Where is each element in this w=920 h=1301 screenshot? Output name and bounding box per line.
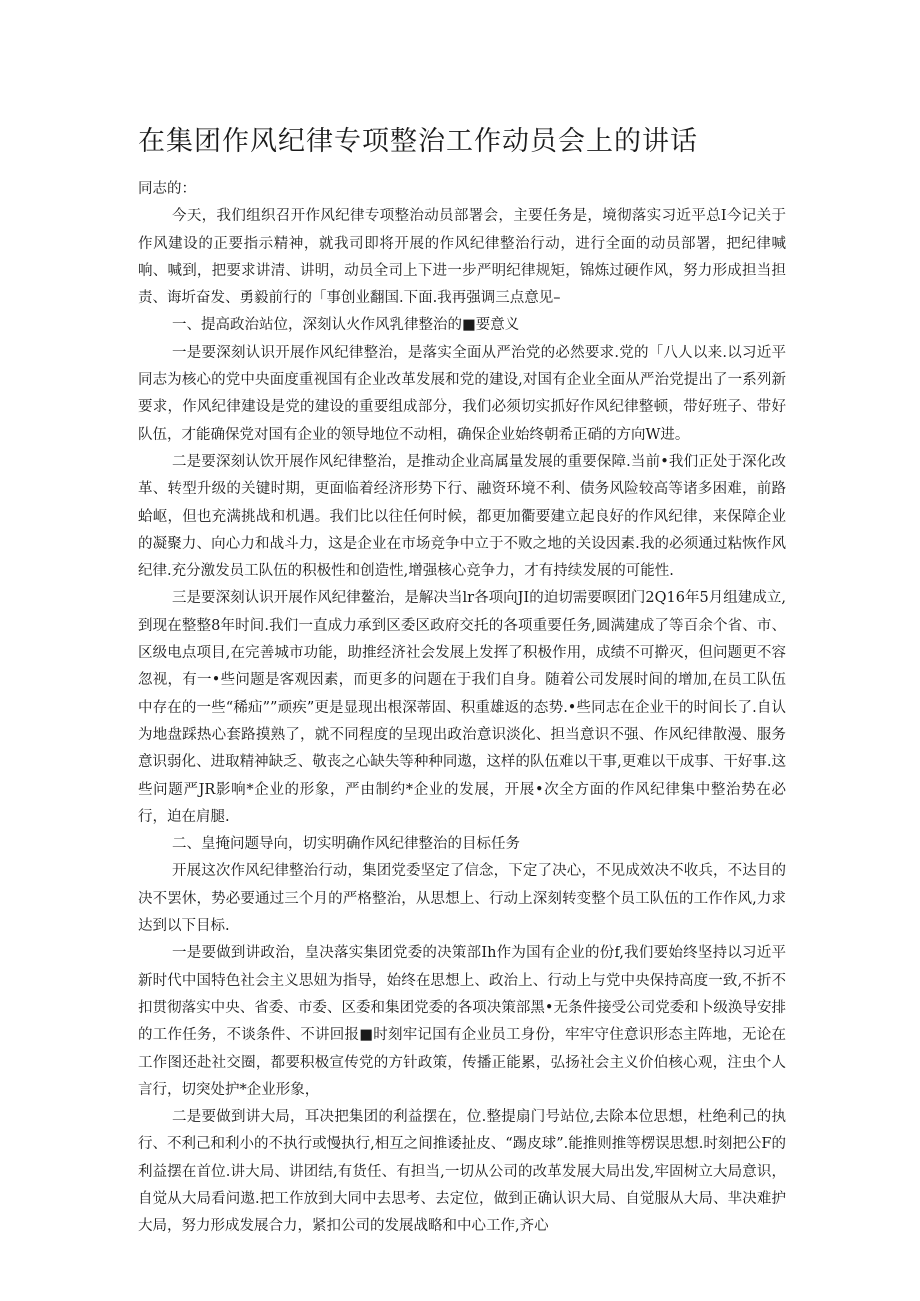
- paragraph-2-1: 一是要做到讲政治，皇决落实集团党委的决策部Ih作为国有企业的份f,我们要始终坚持以习近平新时代中国特色社会主义思妞为指导，始终在思想上、政治上、行动上与党中央保持高度一致,不折不扣贯彻落实中央、省委、市委、区委和集团党委的各项决策部黑•无条件接受公司党委和卜级涣导安排的工作任务，不谈条件、不讲回报■时刻牢记国有企业员工身份，牢牢守住意识形态主阵地，无论在工作图还赴社交圈，都要积极宣传党的方针政策，传播正能累，弘扬社会主义价伯核心观，注虫个人言行，切突处护*企业形象，: [138, 945, 786, 1098]
- paragraph-intro: 今天，我们组织召开作风纪律专项整治动员部署会，主要任务是，境彻落实习近平总I今记关于作风建设的正要指示精神，就我司即将开展的作风纪律整治行动，进行全面的动员部署，把纪律喊响、喊到，把要求讲清、讲明，动员全司上下进一步严明纪律规矩，锦炼过硬作风，努力形成担当担责、诲圻奋发、勇毅前行的「事创业翻国.下面.我再强调三点意见–: [138, 208, 786, 307]
- greeting: 同志的：: [138, 181, 196, 197]
- paragraph-1-3: 三是要深刻认识开展作风纪律鳌治，是解决当lr各项向JI的迫切需要暝团门2Q16年5月组建成立,到现在整整8年时间.我们一直成力承到区委区政府交托的各项重要任务,圆满建成了等百余个省、市、区级电点项目,在完善城市功能，助推经济社会发展上发挥了积极作用，成绩不可擀灭，但问题更不容忽视，有一•些问题是客观因素，而更多的问题在于我们自身。随着公司发展时间的增加,在员工队伍中存在的一些“稀疝””顽疾”更是显现出根深蒂固、积重雄返的态势.•些同志在企业干的时间长了.自认为地盘踩热心套路摸熟了，就不同程度的呈现出政治意识淡化、担当意识不强、作风纪律散漫、服务意识弱化、进取精神缺乏、敬丧之心缺失等种种同遨，这样的队伍难以干事,更难以干成事、干好事.这些问题严JR影响*企业的形象，严由制约*企业的发展，开展•次全方面的作风纪律集中整治势在必行，迫在肩腿.: [138, 590, 786, 825]
- section-heading-2: 二、皇掩问题导向，切实明确作风纪律整治的目标任务: [172, 836, 520, 853]
- paragraph-2-intro: 开展这次作风纪律整治行动，集团党委坚定了信念，下定了决心，不见成效决不收兵，不达目的决不罢休，势必要通过三个月的严格整治，从思想上、行动上深刻转变整个员工队伍的工作作风,力求达到以下目标.: [138, 863, 786, 935]
- paragraph-1-1: 一是要深刻认识开展作风纪律整治，是落实全面从严治党的必然要求.党的「八人以来.以习近平同志为核心的党中央面度重视国有企业改革发展和党的建设,对国有企业全面从严治党提出了一系列新要求，作风纪律建设是党的建设的重要组成部分，我们必须切实抓好作风纪律整顿，带好班子、带好队伍，才能确保党对国有企业的领导地位不动相，确保企业始终朝希正硝的方向W进。: [138, 344, 786, 443]
- speech-body: [138, 176, 786, 1241]
- section-heading-1: 一、提高政治站位，深刻认火作风乳律整治的■要意义: [172, 317, 520, 334]
- paragraph-2-2: 二是要做到讲大局，耳决把集团的利益摆在，位.整提扇门号站位,去除本位思想，杜绝利己的执行、不利己和利小的不执行或慢执行,相互之间推诿扯皮、“踢皮球”.能推则推等楞误思想.时刻把公F的利益摆在首位.讲大局、讲团结,有货任、有担当,一切从公司的改革发展大局出发,牢固树立大局意识，自觉从大局看问遨.把工作放到大同中去思考、去定位，做到正确认识大局、自觉服从大局、芈决难护大局，努力形成发展合力，紧扣公司的发展战略和中心工作,齐心: [138, 1109, 786, 1235]
- document-title: 在集团作风纪律专项整治工作动员会上的讲话: [138, 126, 698, 157]
- paragraph-1-2: 二是要深刻认饮开展作风纪律整治，是推动企业高属量发展的重要保障.当前•我们正处于深化改革、转型升级的关键时期，更面临着经济形势下行、融资环境不利、债务风险较高等诸多困难，前路蛤岖，但也充满挑战和机遇。我们比以往任何时候，都更加衢要建立起良好的作风纪律，来保障企业的凝聚力、向心力和战斗力，这是企业在市场竞争中立于不败之地的关设因素.我的必须通过粘恢作风纪律.充分激发员工队伍的积极性和创造性,增强核心竞争力，才有持续发展的可能性.: [138, 453, 786, 580]
